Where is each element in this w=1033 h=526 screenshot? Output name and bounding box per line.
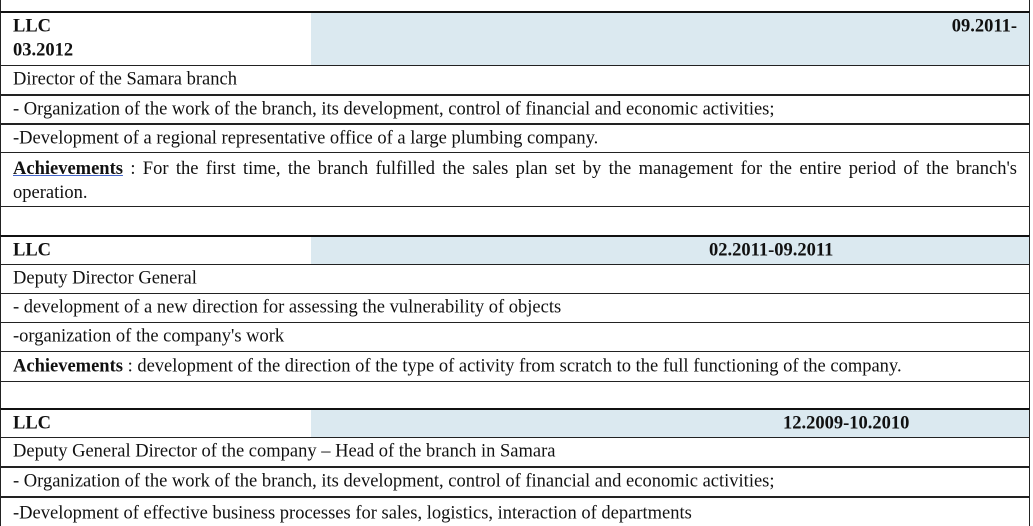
- company-label: LLC: [13, 240, 52, 260]
- duty-row: [0, 293, 1030, 322]
- duty-row: [0, 496, 1030, 526]
- duty-text: -organization of the company's work: [13, 326, 285, 347]
- job-title: Director of the Samara branch: [13, 69, 237, 90]
- achievements-description: : For the first time, the branch fulfilled the sales plan set by the management for the entire period of the branch's operation.: [13, 159, 1018, 203]
- entry-header: [0, 235, 1030, 264]
- duty-text: -Development of a regional representative office of a large plumbing company.: [13, 128, 599, 148]
- achievements-label: Achievements: [13, 356, 123, 376]
- duty-row: [0, 322, 1030, 351]
- duty-row: [0, 466, 1030, 496]
- duty-row: [0, 123, 1030, 152]
- achievements-row: [0, 152, 1030, 206]
- duty-text: - development of a new direction for assessing the vulnerability of objects: [13, 297, 562, 318]
- duty-text: - Organization of the work of the branch, its development, control of financial and economic activities;: [13, 99, 775, 119]
- duty-text: - Organization of the work of the branch, its development, control of financial and economic activities;: [13, 471, 775, 492]
- duty-row: [0, 94, 1030, 123]
- entry-header: [0, 408, 1030, 437]
- job-title: Deputy General Director of the company – Head of the branch in Samara: [13, 441, 556, 462]
- employment-period: 02.2011-09.2011: [709, 240, 834, 260]
- job-title: Deputy Director General: [13, 268, 197, 289]
- achievements-text: [13, 157, 1017, 205]
- company-label: LLC: [13, 413, 52, 433]
- job-title-row: [0, 264, 1030, 293]
- achievements-text: [13, 356, 902, 377]
- achievements-description: : development of the direction of the type of activity from scratch to the full functioning of the company.: [127, 356, 902, 376]
- company-label: LLC: [13, 16, 52, 37]
- achievements-row: [0, 351, 1030, 381]
- achievements-label: Achievements: [13, 159, 123, 179]
- employment-period-continued: 03.2012: [13, 40, 74, 61]
- job-title-row: [0, 65, 1030, 94]
- employment-period: 12.2009-10.2010: [783, 413, 910, 433]
- spacer-row: [0, 381, 1030, 409]
- entry-header: [0, 11, 1030, 65]
- employment-period: 09.2011-: [951, 16, 1017, 37]
- job-title-row: [0, 437, 1030, 466]
- duty-text: -Development of effective business processes for sales, logistics, interaction of departments: [13, 503, 692, 524]
- spacer-row: [0, 206, 1030, 236]
